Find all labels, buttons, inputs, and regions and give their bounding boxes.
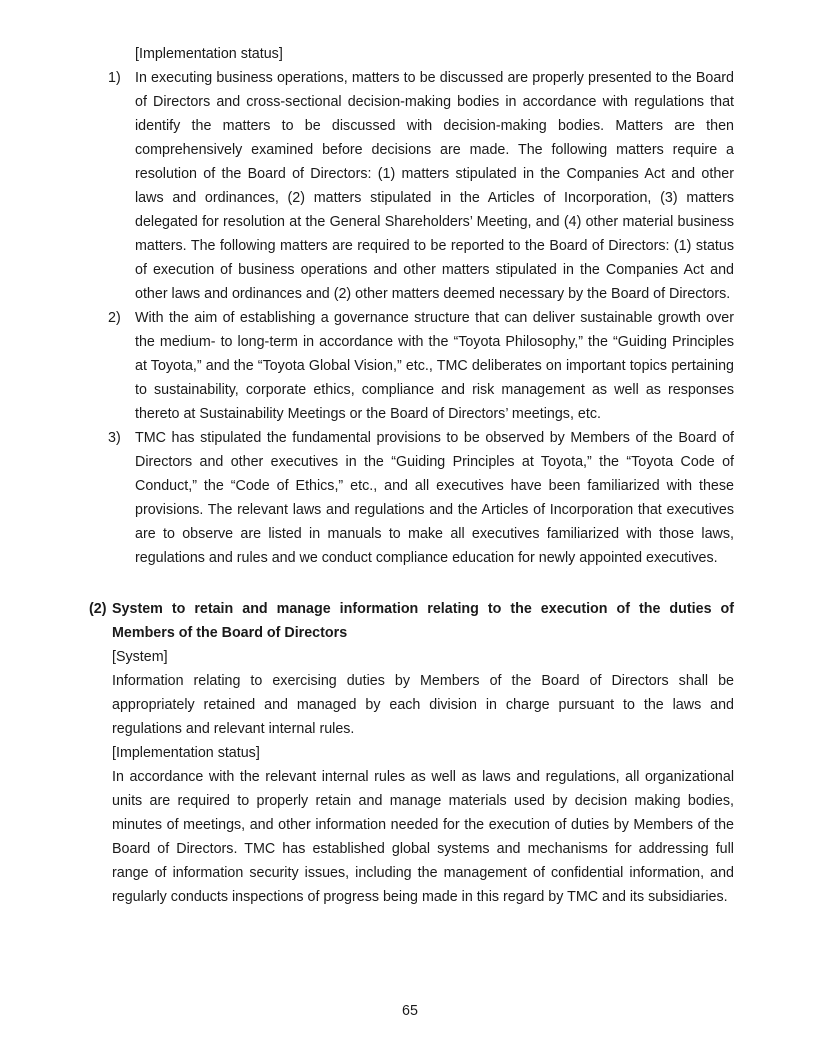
section-title: System to retain and manage information relating to the execution of the duties of Members of the Board of Directors — [112, 601, 734, 641]
list-item-number: 2) — [108, 310, 121, 326]
system-label: [System] — [112, 649, 168, 665]
system-text: Information relating to exercising duties by Members of the Board of Directors shall be appropriately retained and managed by each division in charge pursuant to the laws and regulations and relevant internal rules. — [112, 673, 734, 737]
list-item-1 — [108, 66, 734, 306]
implementation-text: In accordance with the relevant internal rules as well as laws and regulations, all organizational units are required to properly retain and manage materials used by decision making bodies, minutes of meetings, and other information needed for the execution of duties by Members of the Board of Directors. TMC has established global systems and mechanisms for addressing full range of information security issues, including the management of confidential information, and regularly conducts inspections of progress being made in this regard by TMC and its subsidiaries. — [112, 769, 734, 905]
list-item-text: In executing business operations, matters to be discussed are properly presented to the Board of Directors and cross-sectional decision-making bodies in accordance with regulations that identify the matters to be discussed with decision-making bodies. Matters are then comprehensively examined before decisions are made. The following matters require a resolution of the Board of Directors: (1) matters stipulated in the Companies Act and other laws and ordinances, (2) matters stipulated in the Articles of Incorporation, (3) matters delegated for resolution at the General Shareholders’ Meeting, and (4) other material business matters. The following matters are required to be reported to the Board of Directors: (1) status of execution of business operations and other matters stipulated in the Companies Act and other laws and ordinances and (2) other matters deemed necessary by the Board of Directors. — [135, 70, 734, 302]
list-item-number: 1) — [108, 70, 121, 86]
list-item-text: TMC has stipulated the fundamental provisions to be observed by Members of the Board of Directors and other executives in the “Guiding Principles at Toyota,” the “Toyota Code of Conduct,” the “Code of Ethics,” etc., and all executives have been familiarized with these provisions. The relevant laws and regulations and the Articles of Incorporation that executives are to observe are listed in manuals to make all executives familiarized with those laws, regulations and rules and we conduct compliance education for newly appointed executives. — [135, 430, 734, 566]
implementation-status-label-1: [Implementation status] — [135, 46, 283, 62]
list-item-2 — [108, 306, 734, 426]
page-number: 65 — [402, 1003, 418, 1019]
implementation-status-label-2: [Implementation status] — [112, 745, 260, 761]
list-item-text: With the aim of establishing a governance structure that can deliver sustainable growth over the medium- to long-term in accordance with the “Toyota Philosophy,” the “Guiding Principles at Toyota,” and the “Toyota Global Vision,” etc., TMC deliberates on important topics pertaining to sustainability, corporate ethics, compliance and risk management as well as responses thereto at Sustainability Meetings or the Board of Directors’ meetings, etc. — [135, 310, 734, 422]
section-number: (2) — [89, 601, 107, 617]
list-item-number: 3) — [108, 430, 121, 446]
list-item-3 — [108, 426, 734, 570]
section-heading — [89, 597, 734, 645]
